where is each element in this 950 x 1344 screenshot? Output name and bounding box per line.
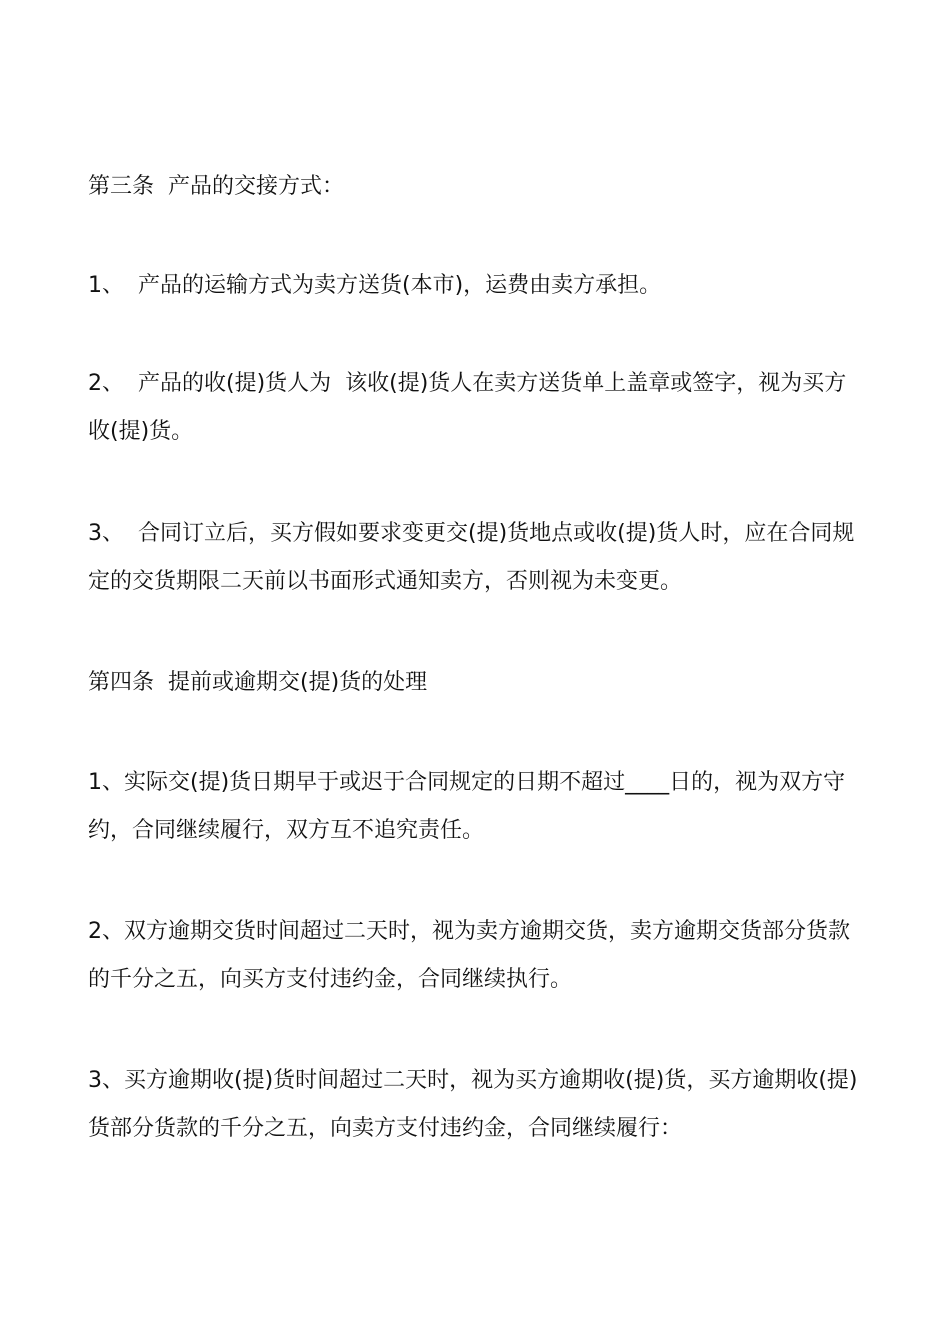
- article-4-item-1: 1、实际交(提)货日期早于或迟于合同规定的日期不超过____日的，视为双方守约，合同继续履行，双方互不追究责任。: [88, 770, 846, 843]
- article-4-heading: 第四条 提前或逾期交(提)货的处理: [88, 670, 428, 695]
- article-4-item-3: 3、买方逾期收(提)货时间超过二天时，视为买方逾期收(提)货，买方逾期收(提)货部分货款的千分之五，向卖方支付违约金，合同继续履行：: [88, 1068, 858, 1141]
- article-3-item-3: 3、 合同订立后，买方假如要求变更交(提)货地点或收(提)货人时，应在合同规定的交货期限二天前以书面形式通知卖方，否则视为未变更。: [88, 521, 855, 594]
- article-3-item-2: 2、 产品的收(提)货人为 该收(提)货人在卖方送货单上盖章或签字，视为买方收(提)货。: [88, 371, 847, 444]
- article-3-heading: 第三条 产品的交接方式：: [88, 174, 344, 199]
- article-4-item-2: 2、双方逾期交货时间超过二天时，视为卖方逾期交货，卖方逾期交货部分货款的千分之五，向买方支付违约金，合同继续执行。: [88, 919, 850, 992]
- article-3-item-1: 1、 产品的运输方式为卖方送货(本市)，运费由卖方承担。: [88, 273, 662, 298]
